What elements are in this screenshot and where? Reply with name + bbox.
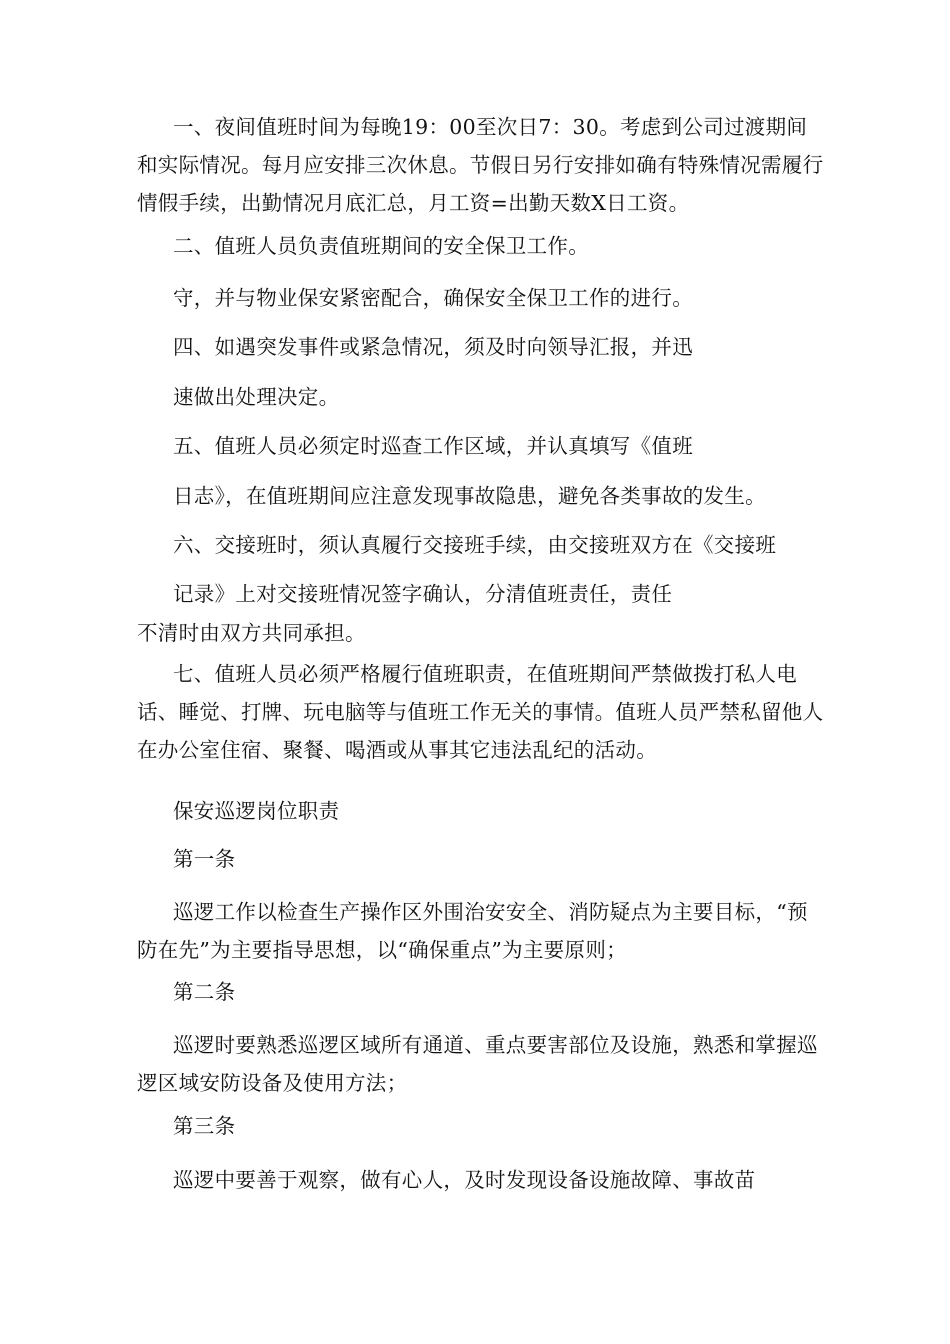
article-heading-1: 第一条 [173, 847, 236, 871]
article-text-2: 巡逻时要熟悉巡逻区域所有通道、重点要害部位及设施，熟悉和掌握巡逻区域安防设备及使用方法； [137, 1033, 818, 1095]
paragraph-cooperate-property: 守，并与物业保安紧密配合，确保安全保卫工作的进行。 [173, 286, 693, 310]
paragraph-duty-prohibitions: 七、值班人员必须严格履行值班职责，在值班期间严禁做拨打私人电话、睡觉、打牌、玩电脑等与值班工作无关的事情。值班人员严禁私留他人在办公室住宿、聚餐、喝酒或从事其它违法乱纪的活动。 [137, 662, 824, 762]
paragraph-handover: 六、交接班时，须认真履行交接班手续，由交接班双方在《交接班 [173, 533, 777, 557]
paragraph-handover-cont: 记录》上对交接班情况签字确认，分清值班责任，责任 [173, 582, 673, 606]
paragraph-patrol-log: 五、值班人员必须定时巡查工作区域，并认真填写《值班 [173, 434, 693, 458]
section-title-patrol-duties: 保安巡逻岗位职责 [173, 799, 340, 823]
article-text-1: 巡逻工作以检查生产操作区外围治安安全、消防疑点为主要目标，“预防在先”为主要指导思想，以“确保重点”为主要原则； [137, 900, 808, 962]
article-text-3: 巡逻中要善于观察，做有心人，及时发现设备设施故障、事故苗 [173, 1168, 756, 1192]
paragraph-patrol-log-cont: 日志》，在值班期间应注意发现事故隐患，避免各类事故的发生。 [173, 484, 766, 508]
article-heading-3: 第三条 [173, 1114, 236, 1138]
paragraph-emergency: 四、如遇突发事件或紧急情况，须及时向领导汇报，并迅 [173, 335, 693, 359]
article-heading-2: 第二条 [173, 980, 236, 1004]
paragraph-emergency-cont: 速做出处理决定。 [173, 385, 340, 409]
paragraph-night-shift-hours: 一、夜间值班时间为每晚19：00至次日7：30。考虑到公司过渡期间和实际情况。每月应安排三次休息。节假日另行安排如确有特殊情况需履行情假手续，出勤情况月底汇总，月工资=出勤天数X日工资。 [137, 115, 824, 215]
paragraph-duty-security: 二、值班人员负责值班期间的安全保卫工作。 [173, 234, 589, 258]
paragraph-handover-end: 不清时由双方共同承担。 [137, 621, 366, 645]
